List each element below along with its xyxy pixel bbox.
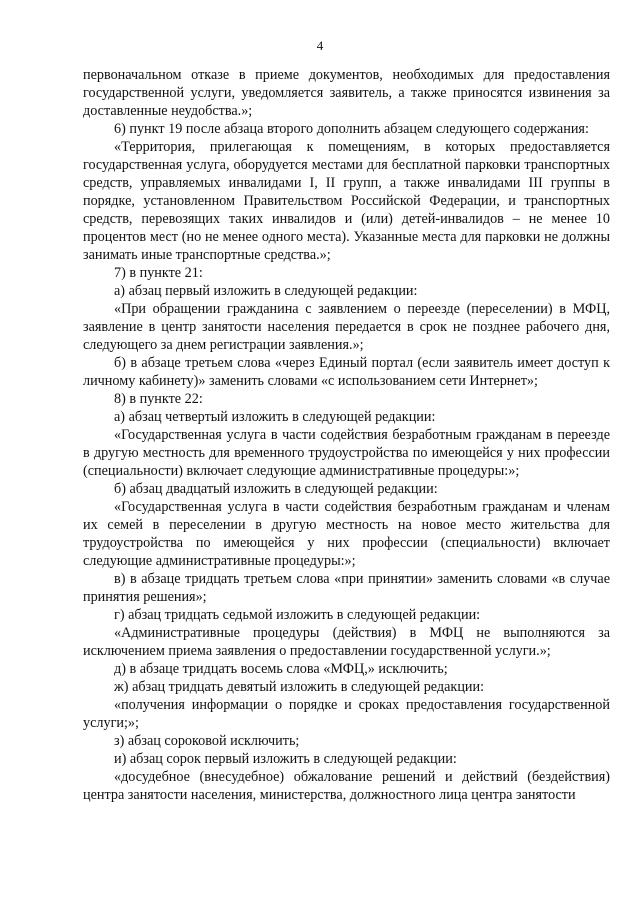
paragraph: «досудебное (внесудебное) обжалование решений и действий (бездействия) центра занятости населения, министерства, должностного лица центра занятости [83,769,610,803]
document-body [83,66,610,804]
paragraph: б) в абзаце третьем слова «через Единый портал (если заявитель имеет доступ к личному кабинету)» заменить словами «с использованием сети Интернет»; [83,355,610,389]
paragraph: г) абзац тридцать седьмой изложить в следующей редакции: [114,607,481,623]
paragraph: а) абзац первый изложить в следующей редакции: [114,283,418,299]
paragraph: б) абзац двадцатый изложить в следующей редакции: [114,481,438,497]
paragraph: ж) абзац тридцать девятый изложить в следующей редакции: [114,679,485,695]
paragraph: «Территория, прилегающая к помещениям, в которых предоставляется государственная услуга, оборудуется местами для бесплатной парковки транспортных средств, управляемых инвалидами I, II групп, а также инвалидами III группы в порядке, установленном Правительством Российской Федерации, и транспортных средств, перевозящих таких инвалидов и (или) детей-инвалидов – не менее 10 процентов мест (но не менее одного места). Указанные места для парковки не должны занимать иные транспортные средства.»; [83,139,610,263]
paragraph: «Административные процедуры (действия) в МФЦ не выполняются за исключением приема заявления о предоставлении государственной услуги.»; [83,625,610,659]
paragraph: а) абзац четвертый изложить в следующей редакции: [114,409,436,425]
paragraph: з) абзац сороковой исключить; [114,733,300,749]
paragraph: и) абзац сорок первый изложить в следующей редакции: [114,751,457,767]
paragraph: «получения информации о порядке и сроках предоставления государственной услуги;»; [83,697,610,731]
paragraph: в) в абзаце тридцать третьем слова «при принятии» заменить словами «в случае принятия решения»; [83,571,610,605]
paragraph: первоначальном отказе в приеме документов, необходимых для предоставления государственной услуги, уведомляется заявитель, а также приносятся извинения за доставленные неудобства.»; [83,67,610,119]
paragraph: 7) в пункте 21: [114,265,203,281]
page-number: 4 [316,38,324,53]
paragraph: 6) пункт 19 после абзаца второго дополнить абзацем следующего содержания: [114,121,589,137]
paragraph: «Государственная услуга в части содействия безработным гражданам в переезде в другую местность для временного трудоустройства по имеющейся у них профессии (специальности) включает следующие административные процедуры:»; [83,427,610,479]
paragraph: д) в абзаце тридцать восемь слова «МФЦ,» исключить; [114,661,448,677]
paragraph: «При обращении гражданина с заявлением о переезде (переселении) в МФЦ, заявление в центр занятости населения передается в срок не позднее рабочего дня, следующего за днем регистрации заявления.»; [83,301,610,353]
paragraph: 8) в пункте 22: [114,391,203,407]
paragraph: «Государственная услуга в части содействия безработным гражданам и членам их семей в переселении в другую местность на новое место жительства для трудоустройства по имеющейся у них профессии (специальности) включает следующие административные процедуры:»; [83,499,610,569]
